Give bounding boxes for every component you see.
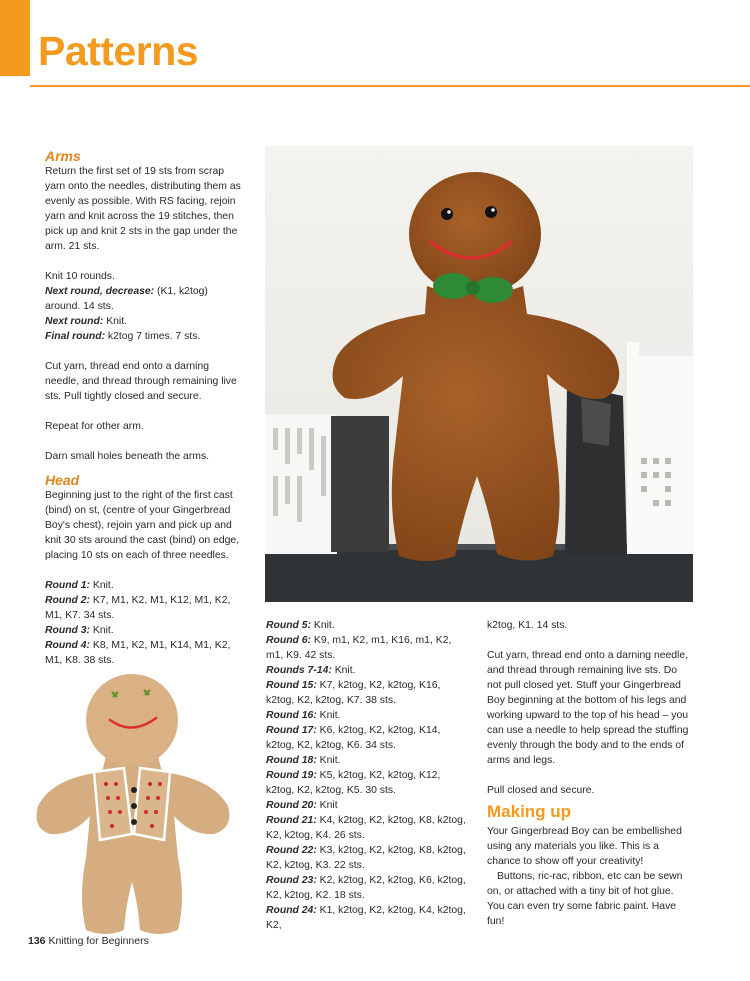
round-text: Knit. [331,665,356,676]
header-tab-marker [0,0,30,76]
brown-gingerbread-photo [265,146,693,602]
arms-knit-rounds: Knit 10 rounds. [45,271,115,282]
page-footer [28,935,149,947]
round-text: K7, M1, K2, M1, K12, M1, K2, M1, K7. 34 sts. [45,595,231,621]
round-instruction [266,618,471,633]
round-instruction [266,708,471,723]
round-label: Round 3: [45,625,91,636]
round-instruction [266,633,471,663]
round-label: Round 2: [45,595,91,606]
arms-heading: Arms [45,148,81,164]
round-instruction [266,843,471,873]
round-text: Knit [316,800,338,811]
round-label: Round 24: [266,905,317,916]
tan-gingerbread-photo [28,668,238,938]
head-rounds-mid [266,618,471,933]
round-text: K2, k2tog, K2, k2tog, K6, k2tog, K2, k2tog, K2. 18 sts. [266,875,466,901]
round-text: K9, m1, K2, m1, K16, m1, K2, m1, K9. 42 sts. [266,635,452,661]
round-instruction [266,768,471,798]
head-heading: Head [45,472,80,488]
head-intro: Beginning just to the right of the first cast (bind) on st, (centre of your Gingerbread Boy's chest), rejoin yarn and pick up and knit 30 sts around the cast (bind) on edge, placing 10 sts on each of three needles. [45,490,240,561]
arms-next-decrease: Next round, decrease: (K1, k2tog) around. 14 sts. [45,286,208,312]
round-text: Knit. [311,620,335,631]
round-label: Round 21: [266,815,317,826]
round-text: K6, k2tog, K2, k2tog, K14, k2tog, K2, k2tog, K6. 34 sts. [266,725,441,751]
round-instruction [266,678,471,708]
making-up-intro: Your Gingerbread Boy can be embellished using any materials you like. This is a chance to show off your creativity! [487,826,682,867]
round-text: K1, k2tog, K2, k2tog, K4, k2tog, K2, [266,905,466,931]
round-text: Knit. [316,710,341,721]
round-text: K4, k2tog, K2, k2tog, K8, k2tog, K2, k2tog, K4. 26 sts. [266,815,466,841]
making-up-heading: Making up [487,802,572,821]
round-instruction [45,578,245,593]
head-rounds-left [45,578,245,668]
round24-continued: k2tog, K1. 14 sts. [487,620,568,631]
round-text: Knit. [90,625,114,636]
round-instruction [266,723,471,753]
round-label: Round 6: [266,635,312,646]
header-rule [30,85,750,87]
round-label: Round 22: [266,845,317,856]
right-column [487,618,693,929]
arms-cut: Cut yarn, thread end onto a darning needle, and thread through remaining live sts. Pull tightly closed and secure. [45,361,237,402]
left-column [45,148,245,668]
round-text: Knit. [90,580,114,591]
arms-final-round: Final round: k2tog 7 times. 7 sts. [45,331,201,342]
round-label: Rounds 7-14: [266,665,332,676]
white-house-right [627,342,693,554]
round-instruction [45,623,245,638]
round-text: Knit. [316,755,341,766]
tan-gingerbread-toy [37,674,230,934]
book-title: Knitting for Beginners [48,935,149,947]
round-text: K8, M1, K2, M1, K14, M1, K2, M1, K8. 38 sts. [45,640,231,666]
arms-darn: Darn small holes beneath the arms. [45,451,210,462]
round-label: Round 15: [266,680,317,691]
round-instruction [45,593,245,623]
round-label: Round 23: [266,875,317,886]
round-instruction [266,798,471,813]
round-instruction [45,638,245,668]
round-instruction [266,813,471,843]
round-label: Round 17: [266,725,317,736]
round-instruction [266,663,471,678]
page-number: 136 [28,935,46,947]
arms-intro: Return the first set of 19 sts from scrap yarn onto the needles, distributing them as evenly as possible. With RS facing, rejoin yarn and knit across the 19 stitches, then pick up and knit 2 sts in the gap under the arm. 21 sts. [45,166,241,252]
round-label: Round 5: [266,620,312,631]
round-text: K7, k2tog, K2, k2tog, K16, k2tog, K2, k2tog, K7. 38 sts. [266,680,441,706]
dark-block-left [331,416,389,552]
round-label: Round 16: [266,710,317,721]
round-instruction [266,903,471,933]
round-label: Round 20: [266,800,317,811]
arms-next-round: Next round: Knit. [45,316,127,327]
round-text: K3, k2tog, K2, k2tog, K8, k2tog, K2, k2tog, K3. 22 sts. [266,845,466,871]
round-instruction [266,873,471,903]
white-house-left [265,414,337,554]
round-instruction [266,753,471,768]
middle-column [266,618,471,933]
round-label: Round 19: [266,770,317,781]
making-up-tips: Buttons, ric-rac, ribbon, etc can be sewn on, or attached with a tiny bit of hot glue. You can even try some fabric paint. Have fun! [487,871,683,927]
arms-repeat: Repeat for other arm. [45,421,144,432]
round-label: Round 4: [45,640,91,651]
stuffing-instructions: Cut yarn, thread end onto a darning needle, and thread through remaining live sts. Do not pull closed yet. Stuff your Gingerbread Boy beginning at the bottom of his legs and working upward to the top of his head – you can use a needle to help spread the stuffing evenly through the body and to the ends of arms and legs. [487,650,689,766]
pull-closed: Pull closed and secure. [487,785,595,796]
round-label: Round 1: [45,580,91,591]
round-label: Round 18: [266,755,317,766]
page-title: Patterns [38,28,199,74]
round-text: K5, k2tog, K2, k2tog, K12, k2tog, K2, k2tog, K5. 30 sts. [266,770,441,796]
